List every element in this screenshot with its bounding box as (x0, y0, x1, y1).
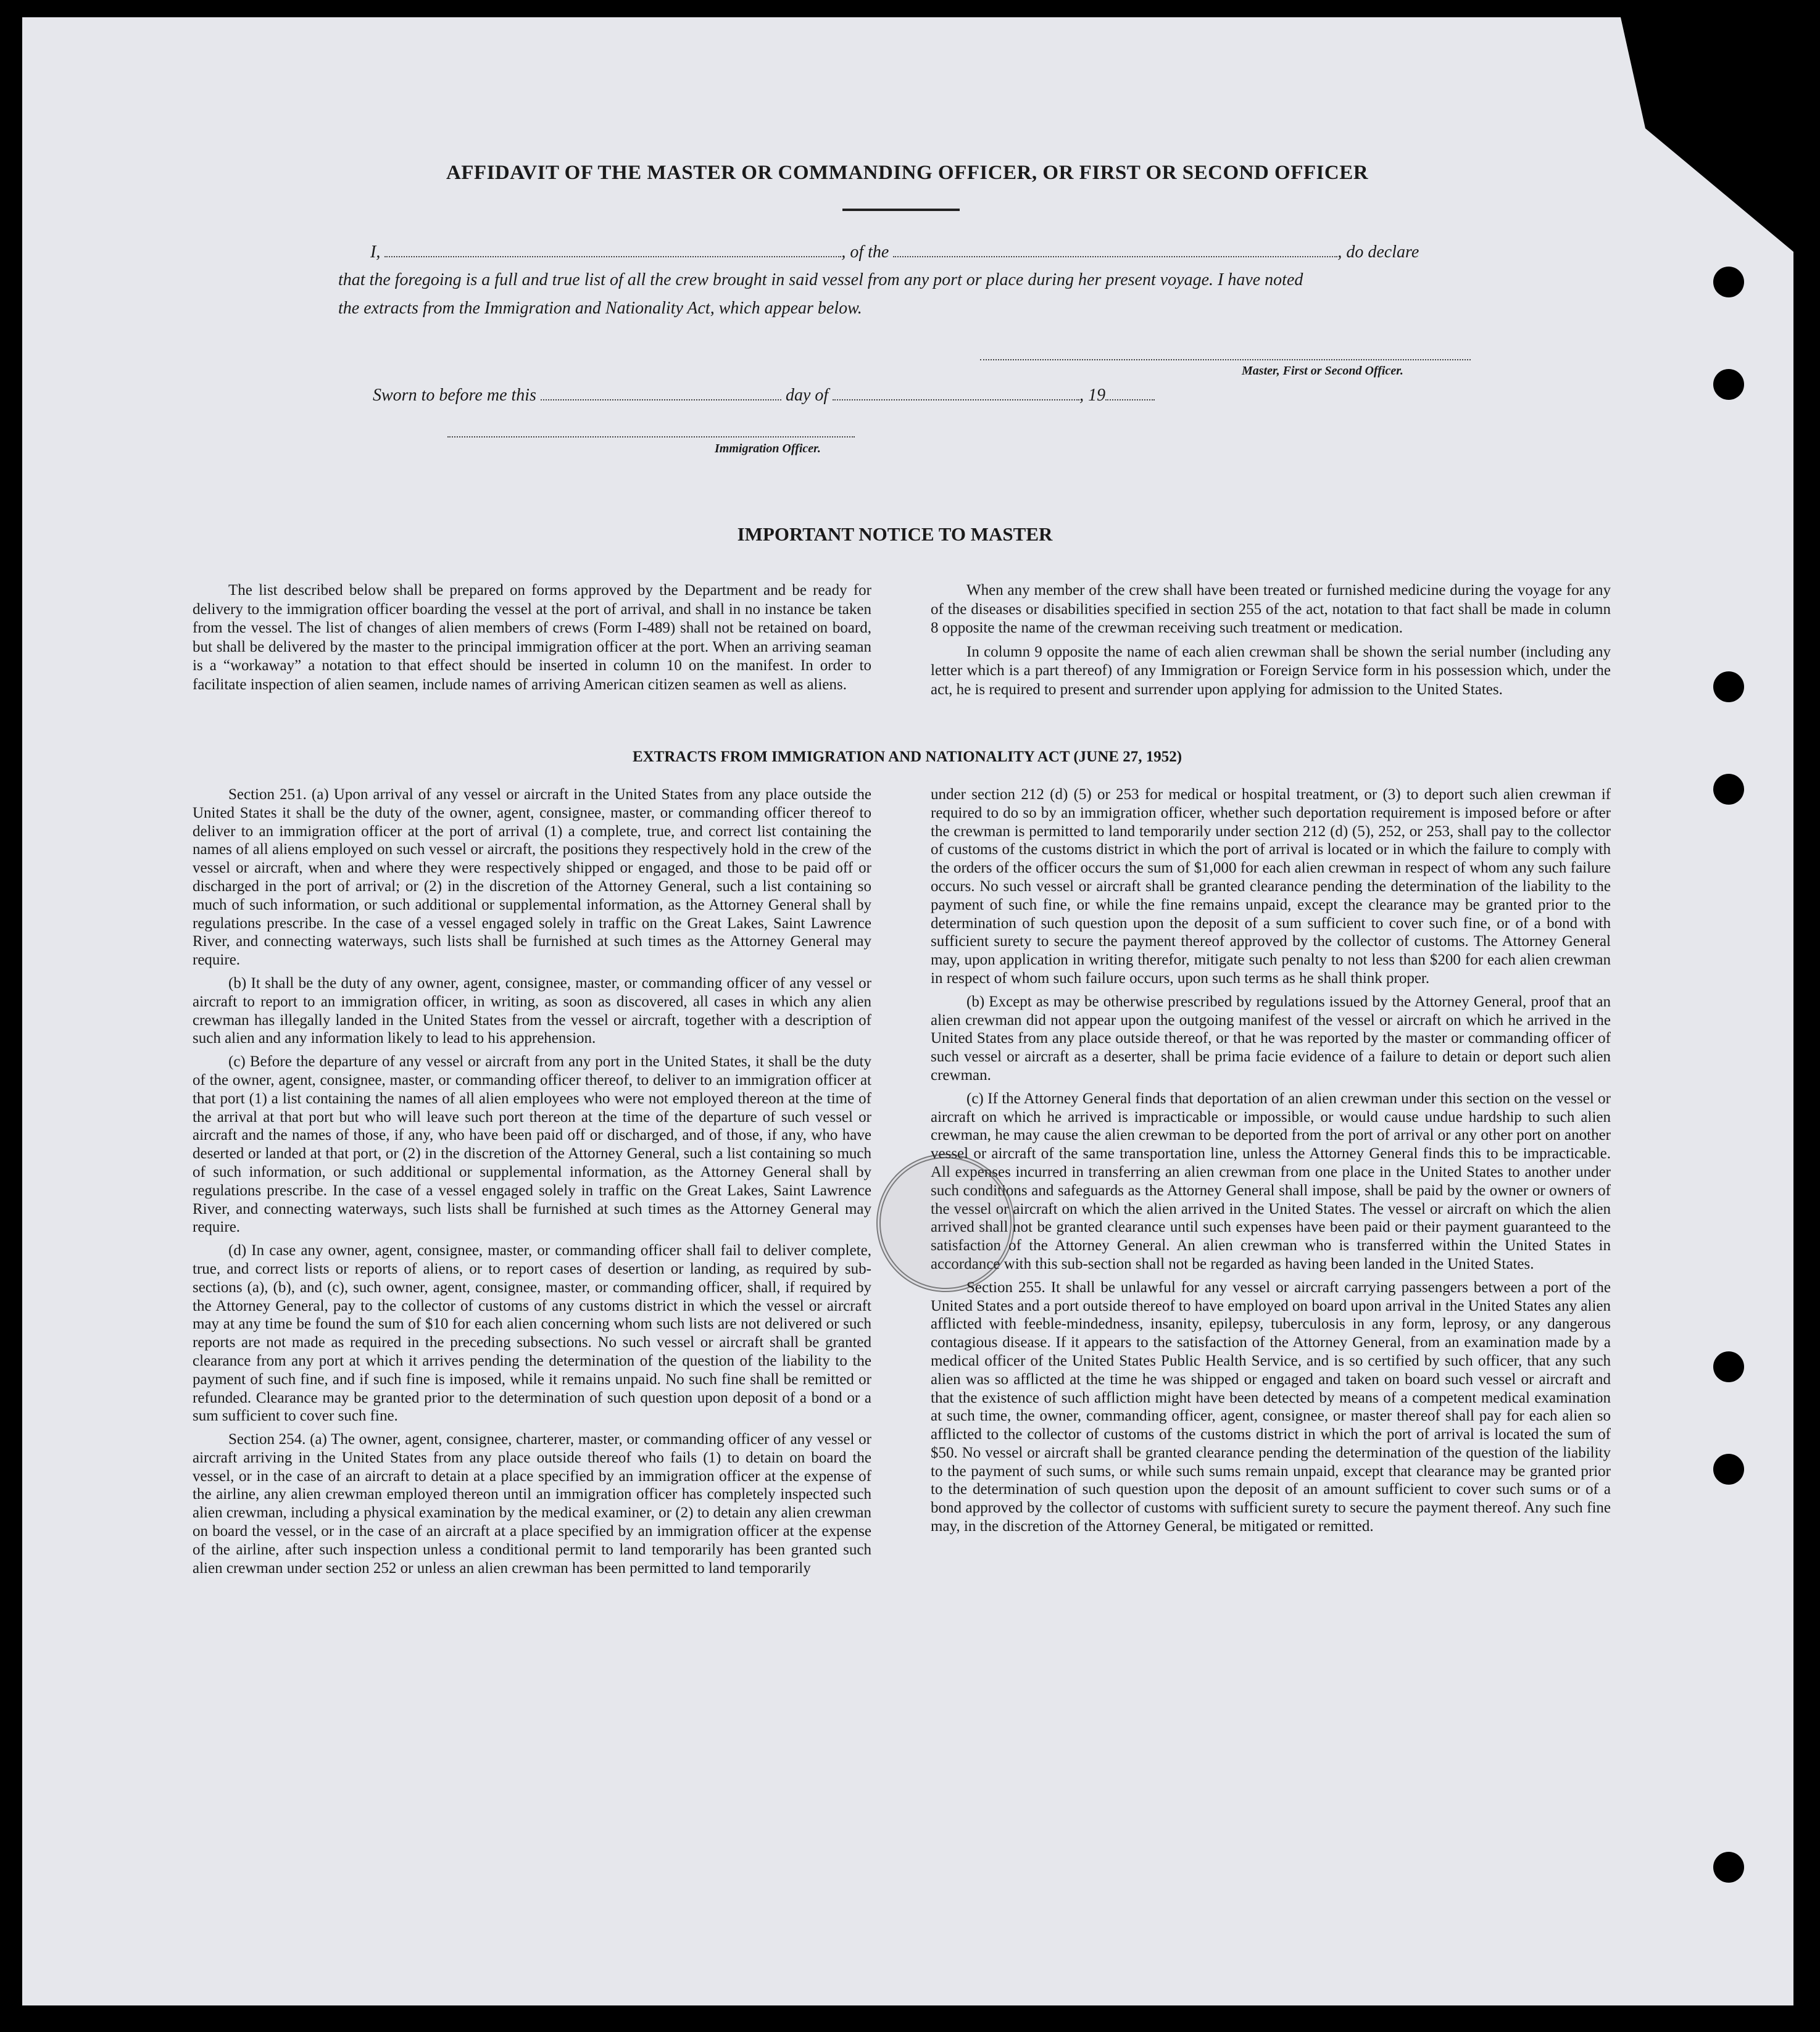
binder-hole (1713, 1454, 1744, 1485)
extract-paragraph: Section 251. (a) Upon arrival of any vessel or aircraft in the United States from any place outside the United States it shall be the duty of the owner, agent, consignee, master, or commanding officer thereof to deliver to an immigration officer at the port of arrival (1) a complete, true, and correct list containing the names of all aliens employed on such vessel or aircraft, the positions they respectively hold in the crew of the vessel or aircraft, when and where they were respectively shipped or engaged, and those to be paid off or discharged in the port of arrival; or (2) in the discretion of the Attorney General, such a list containing so much of such information, or such additional or supplemental information, as the Attorney General shall by regulations prescribe. In the case of a vessel engaged solely in traffic on the Great Lakes, Saint Lawrence River, and connecting waterways, such lists shall be furnished at such times as the Attorney General may require. (193, 786, 871, 969)
circular-stamp (876, 1154, 1015, 1292)
extracts-right-column (931, 786, 1611, 1541)
title-rule (842, 209, 960, 211)
binder-hole (1713, 774, 1744, 805)
extract-paragraph: (c) Before the departure of any vessel or aircraft from any port in the United States, it shall be the duty of the owner, agent, consignee, master, or commanding officer thereof, to deliver to an immigration officer at that port (1) a list containing the names of all alien employees who were not employed thereon at the time of the arrival at that port but who will leave such port thereon at the time of the departure of such vessel or aircraft and the names of those, if any, who have been paid off or discharged, and of those, if any, who have deserted or landed at that port, or (2) in the discretion of the Attorney General, such a list containing so much of such information, or such additional or supplemental information, as the Attorney General shall by regulations prescribe. In the case of a vessel engaged solely in traffic on the Great Lakes, Saint Lawrence River, and connecting waterways, such lists shall be furnished at such times as the Attorney General may require. (193, 1053, 871, 1236)
sworn-before: Sworn to before me this (373, 386, 536, 405)
declaration-line (370, 243, 1419, 262)
sworn-year-field[interactable] (1105, 386, 1155, 400)
binder-hole (1713, 267, 1744, 297)
notice-left-paragraph: The list described below shall be prepared on forms approved by the Department and be ready for delivery to the immigration officer boarding the vessel at the port of arrival, and shall in no instance be taken from the vessel. The list of changes of alien members of crews (Form I-489) shall not be retained on board, but shall be delivered by the master to the principal immigration officer at the port. When an arriving seaman is a “workaway” a notation to that effect should be inserted in column 10 on the manifest. In order to facilitate inspection of alien seamen, include names of arriving American citizen seamen as well as aliens. (193, 582, 871, 693)
extract-paragraph: (c) If the Attorney General finds that deportation of an alien crewman under this section on the vessel or aircraft on which he arrived is impracticable or impossible, or would cause undue hardship to such alien crewman, he may cause the alien crewman to be deported from the port of arrival or any other port on another vessel or aircraft of the same transportation line, unless the Attorney General finds this to be impracticable. All expenses incurred in transferring an alien crewman from one place in the United States to another under such conditions and safeguards as the Attorney General shall impose, shall be paid by the owner or owners of the vessel or aircraft on which the alien arrived in the United States. The vessel or aircraft on which the alien arrived shall not be granted clearance until such expenses have been paid or their payment guaranteed to the satisfaction of the Attorney General. An alien crewman who is transferred within the United States in accordance with this sub-section shall not be regarded as having been landed in the United States. (931, 1090, 1611, 1272)
declare-of-the: , of the (841, 243, 889, 262)
binder-hole (1713, 369, 1744, 400)
sworn-day-of: day of (785, 386, 829, 405)
extract-paragraph: (b) Except as may be otherwise prescribed by regulations issued by the Attorney General, proof that an alien crewman did not appear upon the outgoing manifest of the vessel or aircraft on which he arrived in the United States from any place outside thereof, or that he was reported by the master or commanding officer of such vessel or aircraft as a deserter, shall be prima facie evidence of a failure to detain or deport such alien crewman. (931, 993, 1611, 1084)
notice-right-column (931, 581, 1611, 704)
notice-right-paragraph-2: In column 9 opposite the name of each alien crewman shall be shown the serial number (including any letter which is a part thereof) of any Immigration or Foreign Service form in his possession which, under the act, he is required to present and surrender upon applying for admission to the United States. (931, 643, 1611, 698)
extracts-left-column (193, 786, 871, 1582)
sworn-date-field[interactable] (541, 386, 781, 400)
notice-left-column (193, 581, 871, 699)
affidavit-title: AFFIDAVIT OF THE MASTER OR COMMANDING OFFICER, OR FIRST OR SECOND OFFICER (446, 162, 1369, 184)
declare-end: , do declare (1337, 243, 1419, 262)
binder-hole (1713, 1351, 1744, 1382)
notice-title: IMPORTANT NOTICE TO MASTER (737, 523, 1053, 545)
declaration-line-2: that the foregoing is a full and true list of all the crew brought in said vessel from any port or place during her present voyage. I have noted (338, 270, 1303, 289)
sworn-month-field[interactable] (833, 386, 1079, 400)
notice-right-paragraph-1: When any member of the crew shall have been treated or furnished medicine during the voyage for any of the diseases or disabilities specified in section 255 of the act, notation to that fact shall be made in column 8 opposite the name of the crewman receiving such treatment or medication. (931, 582, 1611, 636)
master-signature-line[interactable] (980, 358, 1471, 360)
extract-paragraph: (d) In case any owner, agent, consignee, master, or commanding officer shall fail to deliver complete, true, and correct lists or reports of aliens, or to report cases of desertion or landing, as required by sub-sections (a), (b), and (c), such owner, agent, consignee, master, or commanding officer, shall, if required by the Attorney General, pay to the collector of customs of any customs district in which the vessel or aircraft may at any time be found the sum of $10 for each alien concerning whom such lists are not delivered or such reports are not made as required in the preceding subsections. No such vessel or aircraft shall be granted clearance from any port at which it arrives pending the determination of the question of the liability to the payment of such fine, and if such fine is imposed, while it remains unpaid. No such fine shall be remitted or refunded. Clearance may be granted prior to the determination of such question upon deposit of a bond or a sum sufficient to cover such fine. (193, 1242, 871, 1425)
declare-i: I, (370, 243, 381, 262)
sworn-line (373, 386, 1155, 405)
binder-hole (1713, 671, 1744, 702)
extracts-title: EXTRACTS FROM IMMIGRATION AND NATIONALITY ACT (JUNE 27, 1952) (632, 749, 1182, 765)
name-field[interactable] (384, 243, 841, 257)
master-label: Master, First or Second Officer. (1242, 364, 1403, 378)
extract-paragraph: under section 212 (d) (5) or 253 for medical or hospital treatment, or (3) to deport such alien crewman if required to do so by an immigration officer, whether such deportation requirement is imposed before or after the crewman is permitted to land temporarily under section 212 (d) (5), 252, or 253, shall pay to the collector of customs of the customs district in which the port of arrival is located or in which the failure to comply with the orders of the officer occurs the sum of $1,000 for each alien crewman in respect of whom any such failure occurs. No such vessel or aircraft shall be granted clearance pending the determination of the liability to the payment of such fine, or while the fine remains unpaid, except the clearance may be granted prior to the determination of such question upon the deposit of a sum sufficient to cover such fine, or of a bond with sufficient surety to secure the payment thereof approved by the collector of customs. The Attorney General may, upon application in writing therefor, mitigate such penalty to not less than $200 for each alien crewman in respect of whom such failure occurs, upon such terms as he shall think proper. (931, 786, 1611, 987)
declaration-line-3: the extracts from the Immigration and Nationality Act, which appear below. (338, 299, 862, 318)
immigration-officer-signature-line[interactable] (447, 435, 855, 438)
binder-hole (1713, 1852, 1744, 1883)
extract-paragraph: (b) It shall be the duty of any owner, agent, consignee, master, or commanding officer of any vessel or aircraft to report to an immigration officer, in writing, as soon as discovered, all cases in which any alien crewman has illegally landed in the United States from the vessel or aircraft, together with a description of such alien and any information likely to lead to his apprehension. (193, 974, 871, 1047)
extract-paragraph: Section 255. It shall be unlawful for any vessel or aircraft carrying passengers between a port of the United States and a port outside thereof to have employed on board upon arrival in the United States any alien afflicted with feeble-mindedness, insanity, epilepsy, tuberculosis in any form, leprosy, or any dangerous contagious disease. If it appears to the satisfaction of the Attorney General, from an examination made by a medical officer of the United States Public Health Service, and is so certified by such officer, that any such alien was so afflicted at the time he was shipped or engaged and taken on board such vessel or aircraft and that the existence of such affliction might have been detected by means of a competent medical examination at such time, the owner, commanding officer, agent, consignee, or master thereof shall pay for each alien so afflicted to the collector of customs of the customs district in which the port of arrival is located the sum of $50. No vessel or aircraft shall be granted clearance pending the determination of the question of the liability to the payment of such sums, or while such sums remain unpaid, except that clearance may be granted prior to the determination of such question upon the deposit of an amount sufficient to cover such sums or of a bond approved by the collector of customs with sufficient surety to secure the payment thereof. Any such fine may, in the discretion of the Attorney General, be mitigated or remitted. (931, 1279, 1611, 1535)
vessel-field[interactable] (893, 243, 1337, 257)
extract-paragraph: Section 254. (a) The owner, agent, consignee, charterer, master, or commanding officer of any vessel or aircraft arriving in the United States from any place outside thereof who fails (1) to detain on board the vessel, or in the case of an aircraft to detain at a place specified by an immigration officer at the expense of the airline, any alien crewman employed thereon until an immigration officer has completely inspected such alien crewman, including a physical examination by the medical examiner, or (2) to detain any alien crewman on board the vessel, or in the case of an aircraft at a place specified by an immigration officer at the expense of the airline, after such inspection unless a conditional permit to land temporarily has been granted such alien crewman under section 252 or unless an alien crewman has been permitted to land temporarily (193, 1431, 871, 1577)
sworn-year: , 19 (1079, 386, 1106, 405)
immigration-officer-label: Immigration Officer. (715, 442, 821, 455)
